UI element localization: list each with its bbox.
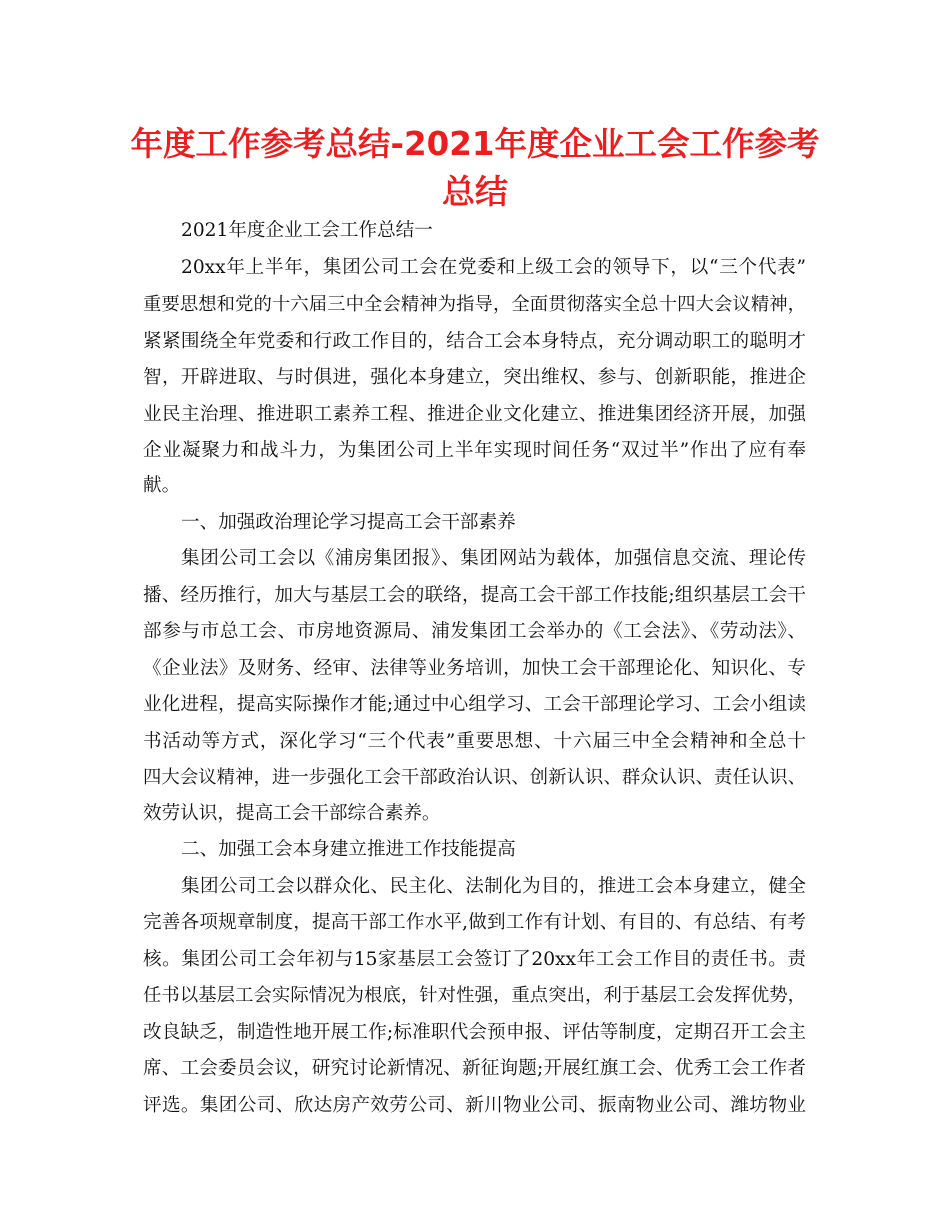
paragraph-line: 重要思想和党的十六届三中全会精神为指导，全面贯彻落实全总十四大会议精神， (143, 294, 806, 315)
paragraph-line: 四大会议精神，进一步强化工会干部政治认识、创新认识、群众认识、责任认识、 (143, 767, 806, 788)
paragraph-line: 改良缺乏，制造性地开展工作;标准职代会预申报、评估等制度，定期召开工会主 (143, 1022, 806, 1043)
paragraph-line: 完善各项规章制度，提高干部工作水平,做到工作有计划、有目的、有总结、有考 (143, 912, 806, 933)
paragraph-line: 20xx年上半年，集团公司工会在党委和上级工会的领导下，以“三个代表” (181, 257, 806, 278)
paragraph-line: 书活动等方式，深化学习“三个代表”重要思想、十六届三中全会精神和全总十 (143, 731, 806, 752)
paragraph-line: 紧紧围绕全年党委和行政工作目的，结合工会本身特点，充分调动职工的聪明才 (143, 331, 806, 352)
paragraph-line: 献。 (143, 475, 181, 496)
paragraph-line: 任书以基层工会实际情况为根底，针对性强，重点突出，利于基层工会发挥优势， (143, 985, 806, 1006)
paragraph-line: 企业凝聚力和战斗力，为集团公司上半年实现时间任务“双过半”作出了应有奉 (143, 440, 806, 461)
section-heading: 2021年度企业工会工作总结一 (181, 220, 433, 241)
paragraph-line: 效劳认识，提高工会干部综合素养。 (143, 803, 441, 824)
paragraph-line: 播、经历推行，加大与基层工会的联络，提高工会干部工作技能;组织基层工会干 (143, 585, 806, 606)
section-heading: 一、加强政治理论学习提高工会干部素养 (181, 512, 516, 533)
paragraph-line: 部参与市总工会、市房地资源局、浦发集团工会举办的《工会法》、《劳动法》、 (143, 621, 806, 642)
paragraph-line: 集团公司工会以群众化、民主化、法制化为目的，推进工会本身建立，健全 (181, 876, 806, 897)
paragraph-line: 集团公司工会以《浦房集团报》、集团网站为载体，加强信息交流、理论传 (181, 548, 806, 569)
paragraph-line: 业化进程，提高实际操作才能;通过中心组学习、工会干部理论学习、工会小组读 (143, 694, 806, 715)
section-heading: 二、加强工会本身建立推进工作技能提高 (181, 839, 516, 860)
paragraph-line: 业民主治理、推进职工素养工程、推进企业文化建立、推进集团经济开展，加强 (143, 404, 806, 425)
document-title-line-2: 总结 (442, 172, 508, 211)
paragraph-line: 评选。集团公司、欣达房产效劳公司、新川物业公司、振南物业公司、潍坊物业 (143, 1095, 806, 1116)
paragraph-line: 《企业法》及财务、经审、法律等业务培训，加快工会干部理论化、知识化、专 (143, 658, 806, 679)
paragraph-line: 核。集团公司工会年初与15家基层工会签订了20xx年工会工作目的责任书。责 (143, 949, 806, 970)
paragraph-line: 智，开辟进取、与时俱进，强化本身建立，突出维权、参与、创新职能，推进企 (143, 367, 806, 388)
document-title-line-1: 年度工作参考总结-2021年度企业工会工作参考 (130, 125, 820, 163)
paragraph-line: 席、工会委员会议，研究讨论新情况、新征询题;开展红旗工会、优秀工会工作者 (143, 1058, 806, 1079)
